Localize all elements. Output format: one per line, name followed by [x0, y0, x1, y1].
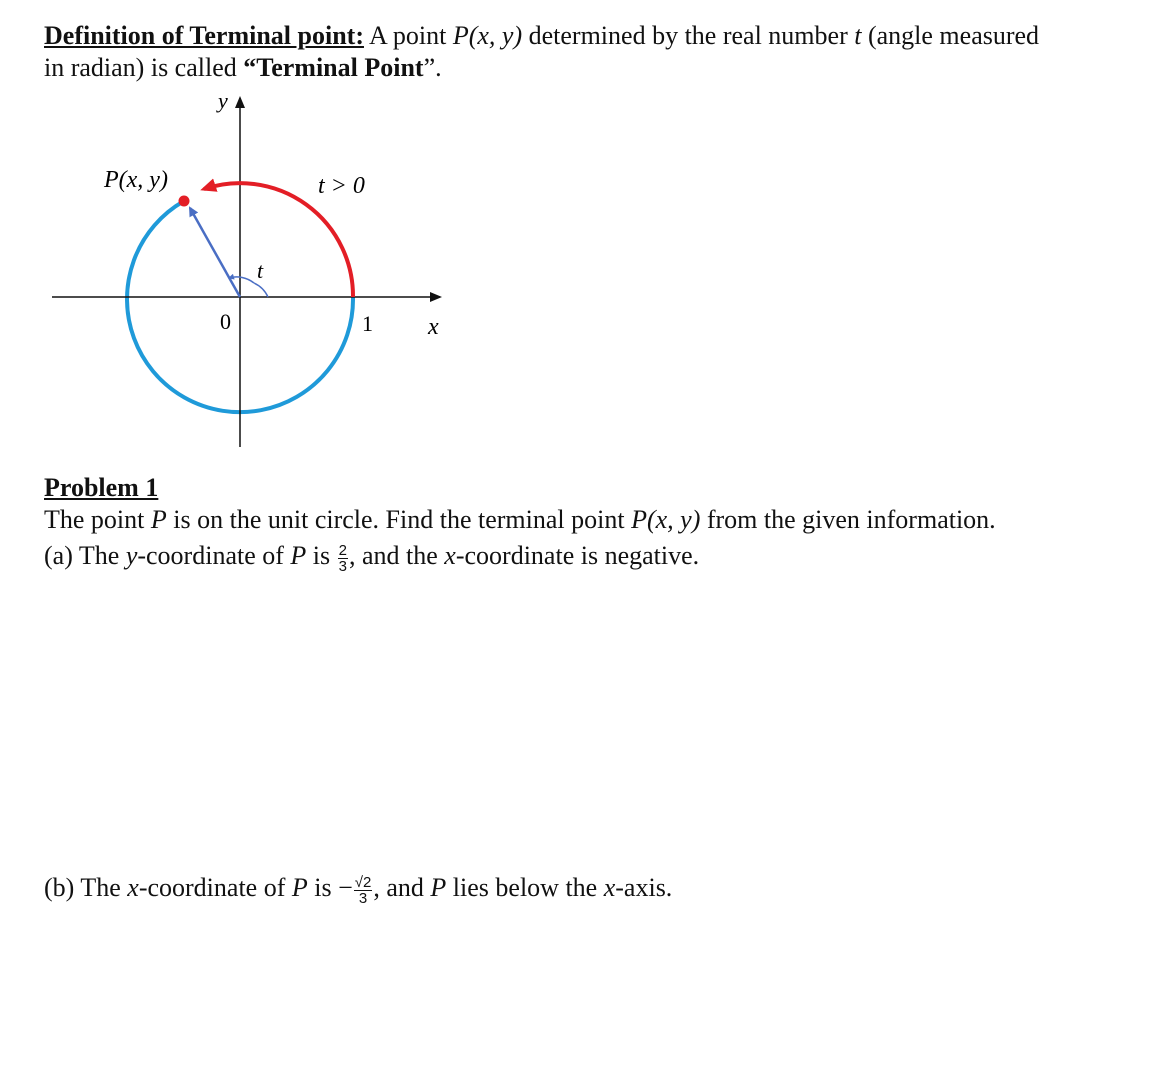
angle-arc: [254, 283, 268, 297]
part-b-text: (b) The: [44, 873, 128, 902]
part-a-text: -coordinate is negative.: [455, 541, 700, 570]
problem-title-text: Problem 1: [44, 473, 159, 502]
part-b-coord: x: [603, 873, 616, 902]
terminal-point-dot: [179, 196, 190, 207]
part-b-text: -coordinate of: [138, 873, 292, 902]
problem-statement: [44, 504, 996, 536]
definition-point: P(x, y): [452, 21, 523, 50]
fraction-denominator: 3: [338, 557, 347, 575]
unit-circle-diagram: [0, 90, 470, 455]
part-b-text: is: [307, 873, 339, 902]
part-b-text: lies below the: [446, 873, 604, 902]
part-a-fraction: [338, 543, 348, 574]
part-a: [44, 540, 699, 574]
statement-text: The point: [44, 505, 151, 534]
part-a-coord: x: [444, 541, 456, 570]
part-a-coord: y: [125, 541, 138, 570]
y-axis-label: y: [218, 90, 228, 113]
part-a-text: is: [306, 541, 337, 570]
point-label: P(x, y): [104, 167, 168, 193]
statement-text: is on the unit circle. Find the terminal point: [166, 505, 632, 534]
origin-label: 0: [220, 309, 231, 334]
t-positive-label: t > 0: [318, 173, 365, 199]
definition-text: A point: [363, 21, 453, 50]
fraction-numerator: √2: [354, 873, 372, 891]
one-label: 1: [362, 311, 373, 336]
part-b-text: -axis.: [615, 873, 673, 902]
definition-heading: Definition of Terminal point:: [44, 21, 364, 50]
definition-term: “Terminal Point: [243, 53, 424, 82]
part-b-minus: −: [338, 873, 353, 902]
x-axis-label: x: [428, 314, 439, 340]
statement-pxy: P(x, y): [631, 505, 701, 534]
part-b-fraction: [354, 875, 373, 906]
definition-line-1: [44, 20, 1039, 52]
part-b-p: P: [291, 873, 308, 902]
part-a-text: (a) The: [44, 541, 126, 570]
part-b: [44, 872, 672, 906]
statement-p: P: [150, 505, 167, 534]
fraction-numerator: 2: [338, 541, 347, 559]
definition-text: ”.: [423, 53, 442, 82]
statement-text: from the given information.: [700, 505, 996, 534]
part-a-text: , and the: [348, 541, 445, 570]
angle-t-label: t: [257, 258, 264, 283]
part-b-p: P: [430, 873, 447, 902]
definition-text: (angle measured: [861, 21, 1040, 50]
part-b-text: , and: [373, 873, 431, 902]
problem-title: [44, 472, 158, 504]
definition-t: t: [854, 21, 862, 50]
definition-line-2: [44, 52, 442, 84]
unit-circle-arc-red: [204, 183, 353, 297]
definition-text: in radian) is called: [44, 53, 244, 82]
part-a-text: -coordinate of: [137, 541, 291, 570]
fraction-denominator: 3: [358, 889, 368, 907]
definition-text: determined by the real number: [522, 21, 855, 50]
radius-line: [190, 208, 240, 297]
part-a-p: P: [290, 541, 307, 570]
part-b-coord: x: [127, 873, 139, 902]
